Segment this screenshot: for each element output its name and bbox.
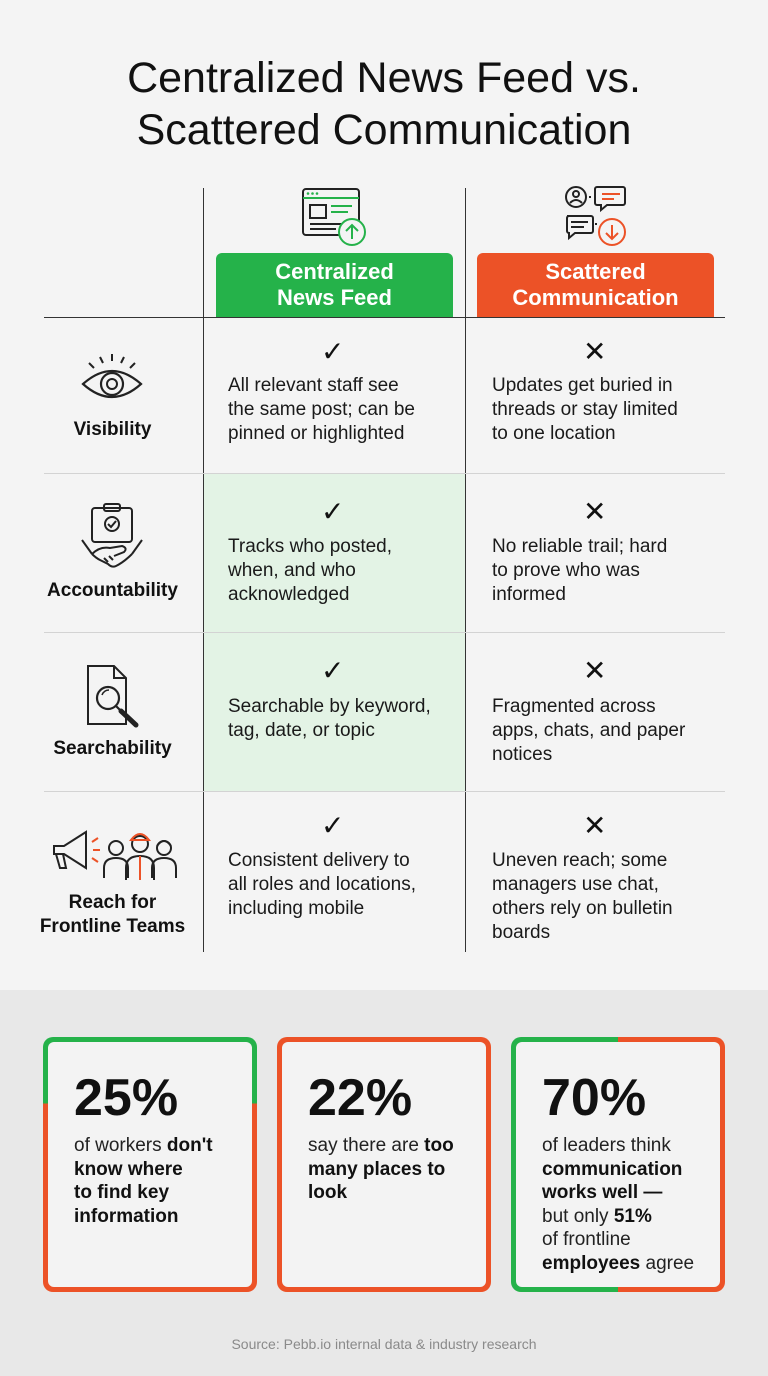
check-icon: ✓ — [321, 496, 345, 527]
row-label-line: Accountability — [47, 580, 178, 601]
row-label-reach — [30, 891, 195, 939]
cell-line: threads or stay limited — [492, 399, 678, 420]
cell-line: Consistent delivery to — [228, 850, 410, 871]
cell-line: when, and who — [228, 560, 356, 581]
cell-line: Tracks who posted, — [228, 536, 393, 557]
check-icon: ✓ — [321, 655, 345, 686]
row-label-line: Reach for — [68, 892, 157, 913]
column-divider-right — [465, 188, 466, 952]
stat-line — [74, 1158, 228, 1182]
cross-icon: ✕ — [583, 655, 607, 686]
cell-centralized-accountability — [228, 535, 458, 607]
stat-text-bold: to find key — [74, 1182, 170, 1203]
cross-icon: ✕ — [583, 496, 607, 527]
stat-text-run: of frontline — [542, 1229, 631, 1250]
row-label-line: Searchability — [53, 738, 172, 759]
stat-text — [308, 1134, 462, 1205]
stat-line — [542, 1205, 696, 1229]
stat-value: 25% — [74, 1069, 179, 1127]
cell-centralized-searchability — [228, 695, 458, 743]
cell-line: All relevant staff see — [228, 375, 399, 396]
handshake-clipboard-icon — [78, 500, 146, 572]
stat-line — [308, 1181, 462, 1205]
stat-text-run: say there are — [308, 1135, 425, 1156]
stat-value: 22% — [308, 1069, 413, 1127]
row-label-visibility — [30, 418, 195, 442]
stat-line — [542, 1228, 696, 1252]
check-icon: ✓ — [321, 336, 345, 367]
check-icon: ✓ — [321, 810, 345, 841]
stat-text-bold: don't — [166, 1135, 213, 1156]
column-header-centralized-line-1: Centralized — [275, 259, 394, 284]
megaphone-workers-icon — [46, 824, 180, 882]
stat-card-3 — [511, 1037, 725, 1292]
stat-line — [74, 1181, 228, 1205]
stat-card-1 — [43, 1037, 257, 1292]
cell-line: Uneven reach; some — [492, 850, 668, 871]
cell-line: Updates get buried in — [492, 375, 673, 396]
cell-line: pinned or highlighted — [228, 423, 405, 444]
stat-text-run: of workers — [74, 1135, 167, 1156]
cell-centralized-visibility — [228, 374, 458, 446]
cell-scattered-visibility — [492, 374, 717, 446]
cell-line: apps, chats, and paper — [492, 720, 686, 741]
stat-text — [74, 1134, 228, 1228]
page-title — [0, 52, 768, 156]
column-header-scattered — [477, 253, 714, 317]
title-line-1: Centralized News Feed vs. — [127, 54, 641, 102]
cell-line: Fragmented across — [492, 696, 656, 717]
stat-text-bold: works well — — [542, 1182, 663, 1203]
eye-icon — [80, 352, 144, 406]
cell-line: No reliable trail; hard — [492, 536, 668, 557]
title-line-2: Scattered Communication — [136, 106, 632, 154]
cell-scattered-reach — [492, 849, 717, 945]
row-label-searchability — [30, 737, 195, 761]
cell-line: to prove who was — [492, 560, 640, 581]
cell-centralized-reach — [228, 849, 458, 921]
cell-line: tag, date, or topic — [228, 720, 375, 741]
header-divider — [44, 317, 725, 318]
cell-scattered-searchability — [492, 695, 717, 767]
row-label-accountability — [30, 579, 195, 603]
row-label-line: Frontline Teams — [39, 916, 186, 937]
stat-text-bold: communication — [542, 1158, 683, 1180]
cell-line: including mobile — [228, 898, 365, 919]
stat-text-bold: employees — [542, 1252, 641, 1274]
cell-line: Searchable by keyword, — [228, 696, 431, 717]
stat-line — [74, 1205, 228, 1229]
cross-icon: ✕ — [583, 336, 607, 367]
stat-text-bold: many places to — [308, 1158, 446, 1180]
stat-line — [308, 1134, 462, 1158]
stat-text-run: agree — [640, 1252, 695, 1274]
stat-line — [542, 1252, 696, 1276]
cell-line: boards — [492, 922, 551, 943]
cell-line: informed — [492, 584, 566, 605]
column-header-centralized-line-2: News Feed — [277, 285, 392, 310]
stat-text — [542, 1134, 696, 1275]
cell-line: managers use chat, — [492, 874, 659, 895]
stat-text-bold: know where — [74, 1158, 183, 1180]
cell-line: acknowledged — [228, 584, 350, 605]
column-header-centralized — [216, 253, 453, 317]
column-header-scattered-line-1: Scattered — [545, 259, 646, 284]
stat-line — [74, 1134, 228, 1158]
stat-text-run: but only — [542, 1205, 614, 1227]
source-note: Source: Pebb.io internal data & industry research — [231, 1336, 537, 1352]
cell-line: notices — [492, 744, 553, 765]
news-feed-upload-icon — [300, 186, 370, 248]
cross-icon: ✕ — [583, 810, 607, 841]
stat-line — [542, 1158, 696, 1182]
cell-line: to one location — [492, 423, 616, 444]
stat-text-bold: information — [74, 1205, 179, 1227]
column-header-scattered-line-2: Communication — [512, 285, 679, 310]
stat-text-bold: look — [308, 1182, 348, 1203]
cell-line: the same post; can be — [228, 399, 415, 420]
column-divider-left — [203, 188, 204, 952]
stat-card-2 — [277, 1037, 491, 1292]
stat-line — [542, 1134, 696, 1158]
row-divider-2 — [44, 632, 725, 633]
stat-text-bold: too — [424, 1135, 454, 1156]
stat-line — [308, 1158, 462, 1182]
cell-line: others rely on bulletin — [492, 898, 673, 919]
stat-value: 70% — [542, 1069, 647, 1127]
row-divider-3 — [44, 791, 725, 792]
chat-scatter-download-icon — [562, 184, 630, 248]
stat-text-run: of leaders think — [542, 1135, 671, 1156]
row-divider-1 — [44, 473, 725, 474]
cell-line: all roles and locations, — [228, 874, 416, 895]
row-label-line: Visibility — [73, 419, 152, 440]
stat-text-bold: 51% — [613, 1205, 652, 1227]
stat-line — [542, 1181, 696, 1205]
document-search-icon — [84, 662, 144, 730]
cell-scattered-accountability — [492, 535, 717, 607]
